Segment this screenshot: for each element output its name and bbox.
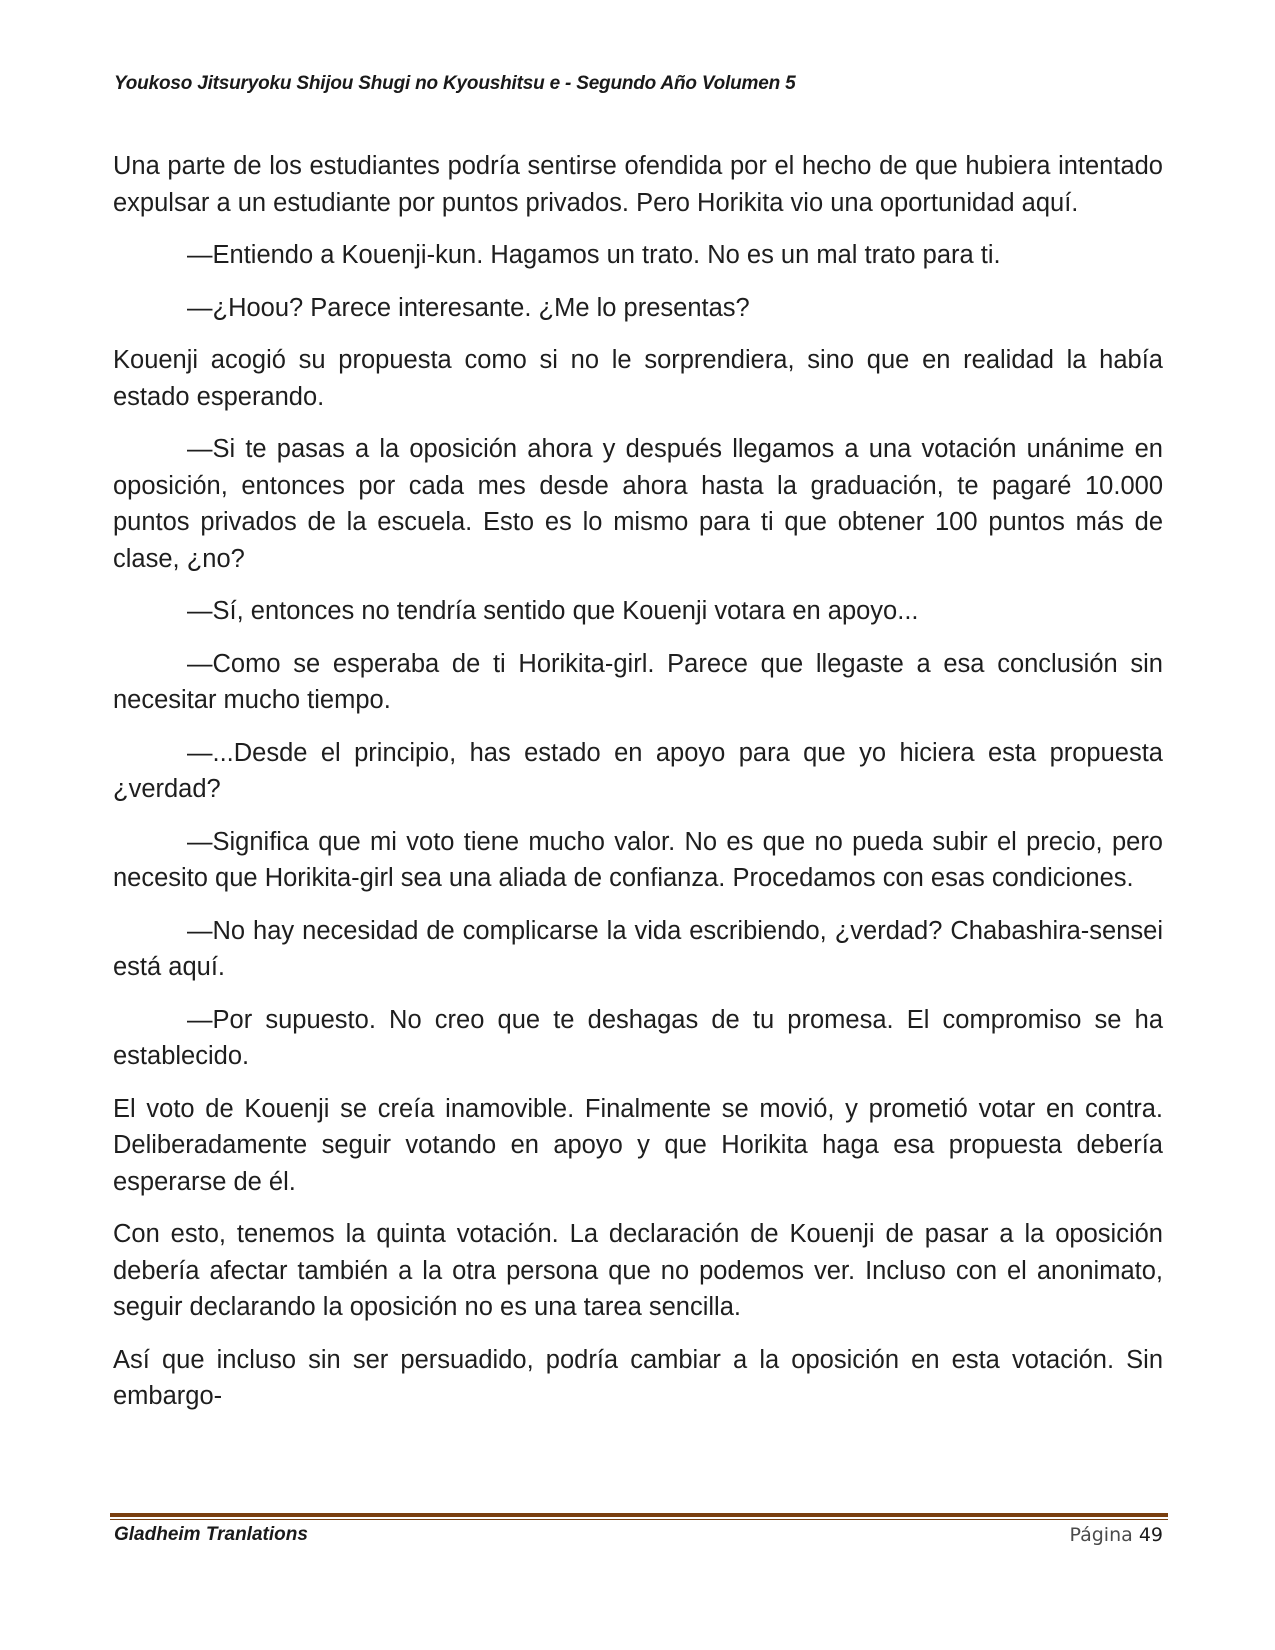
paragraph-dialogue: —...Desde el principio, has estado en apoyo para que yo hiciera esta propuesta ¿verdad? xyxy=(113,738,1163,803)
page-number-value: 49 xyxy=(1138,1524,1163,1546)
paragraph-dialogue: —No hay necesidad de complicarse la vida escribiendo, ¿verdad? Chabashira-sensei está aquí. xyxy=(113,916,1163,981)
paragraph-dialogue: —Significa que mi voto tiene mucho valor. No es que no pueda subir el precio, pero necesito que Horikita-girl sea una aliada de confianza. Procedamos con esas condiciones. xyxy=(113,827,1163,892)
paragraph-narration: Kouenji acogió su propuesta como si no le sorprendiera, sino que en realidad la había estado esperando. xyxy=(113,346,1163,411)
paragraph-narration: El voto de Kouenji se creía inamovible. Finalmente se movió, y prometió votar en contra. Deliberadamente seguir votando en apoyo y que Horikita haga esa propuesta debería esperarse de él. xyxy=(113,1094,1163,1196)
paragraph-narration: Con esto, tenemos la quinta votación. La declaración de Kouenji de pasar a la oposición debería afectar también a la otra persona que no podemos ver. Incluso con el anonimato, seguir declarando la oposición no es una tarea sencilla. xyxy=(113,1220,1163,1321)
footer-divider-thin xyxy=(110,1519,1168,1520)
paragraph-narration: Una parte de los estudiantes podría sentirse ofendida por el hecho de que hubiera intentado expulsar a un estudiante por puntos privados. Pero Horikita vio una oportunidad aquí. xyxy=(113,152,1163,217)
footer-divider-thick xyxy=(110,1513,1168,1517)
paragraph-dialogue: —Como se esperaba de ti Horikita-girl. Parece que llegaste a esa conclusión sin necesitar mucho tiempo. xyxy=(113,649,1163,714)
paragraph-dialogue: —Por supuesto. No creo que te deshagas de tu promesa. El compromiso se ha establecido. xyxy=(113,1005,1163,1070)
body-text xyxy=(113,148,1163,1431)
paragraph-dialogue: —¿Hoou? Parece interesante. ¿Me lo presentas? xyxy=(187,293,750,322)
paragraph-dialogue: —Entiendo a Kouenji-kun. Hagamos un trato. No es un mal trato para ti. xyxy=(187,241,1001,269)
paragraph-narration: Así que incluso sin ser persuadido, podría cambiar a la oposición en esta votación. Sin embargo- xyxy=(113,1345,1163,1410)
footer-divider xyxy=(110,1513,1168,1520)
paragraph-dialogue: —Si te pasas a la oposición ahora y después llegamos a una votación unánime en oposición, entonces por cada mes desde ahora hasta la graduación, te pagaré 10.000 puntos privados de la escuela. Esto es lo mismo para ti que obtener 100 puntos más de clase, ¿no? xyxy=(113,435,1163,573)
page-label: Página xyxy=(1069,1524,1133,1546)
translator-credit: Gladheim Tranlations xyxy=(114,1524,308,1545)
running-header: Youkoso Jitsuryoku Shijou Shugi no Kyoushitsu e - Segundo Año Volumen 5 xyxy=(114,73,796,94)
paragraph-dialogue: —Sí, entonces no tendría sentido que Kouenji votara en apoyo... xyxy=(187,597,919,625)
page-number xyxy=(1069,1524,1163,1546)
